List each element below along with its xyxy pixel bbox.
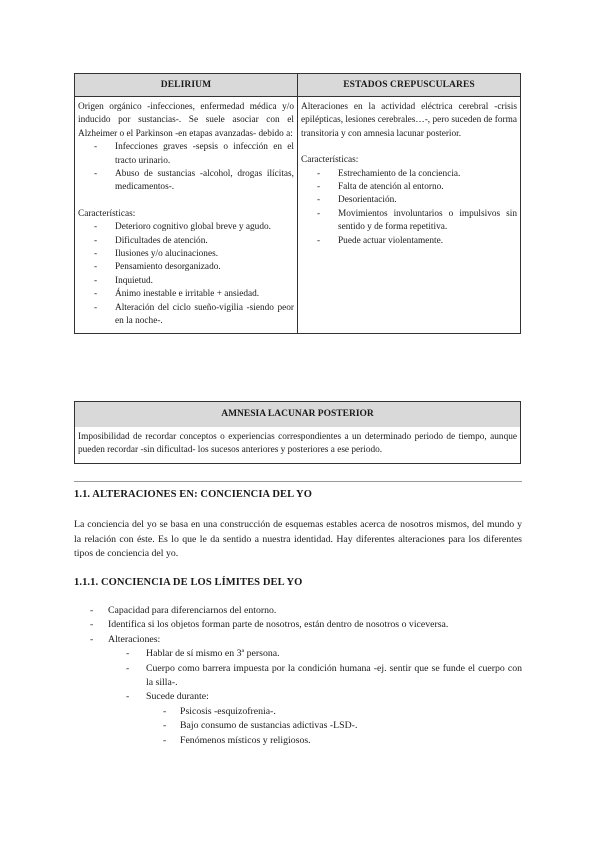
list-item: - Dificultades de atención. [78,235,294,248]
list-item: - Inquietud. [78,275,294,288]
crepuscular-features-label: Características: [301,155,359,166]
delirium-header: DELIRIUM [75,74,298,97]
amnesia-title: AMNESIA LACUNAR POSTERIOR [221,409,374,419]
list-item: - Falta de atención al entorno. [301,181,517,194]
list-item: - Ilusiones y/o alucinaciones. [78,248,294,261]
list-item: - Hablar de sí mismo en 3ª persona. [126,648,280,660]
delirium-features-list [78,221,294,328]
list-item: - Alteraciones: [90,633,161,645]
delirium-intro: Origen orgánico -infecciones, enfermedad médica y/o inducido por sustancias-. Se suele asociar con el Alzheimer o el Parkinson -en etapas avanzadas- debido a: [78,102,294,139]
list-item: - Psicosis -esquizofrenia-. [163,705,276,717]
crepuscular-header: ESTADOS CREPUSCULARES [298,74,521,97]
list-item: - Sucede durante: [126,691,209,703]
list-item: - Cuerpo como barrera impuesta por la condición humana -ej. sentir que se funde el cuerpo con la silla-. [126,662,522,689]
crepuscular-cell [298,97,521,334]
comparison-table [74,73,521,334]
list-item: - Fenómenos místicos y religiosos. [163,734,311,746]
list-item: - Bajo consumo de sustancias adictivas -LSD-. [163,720,358,732]
table-header-row [75,74,521,97]
list-item: - Movimientos involuntarios o impulsivos sin sentido y de forma repetitiva. [301,208,517,235]
list-item: - Puede actuar violentamente. [301,235,517,248]
amnesia-box [74,401,521,464]
list-item: - Capacidad para diferenciarnos del entorno. [90,605,277,616]
list-item: - Infecciones graves -sepsis o infección en el tracto urinario. [78,141,294,168]
list-item: - Abuso de sustancias -alcohol, drogas ilícitas, medicamentos-. [78,168,294,195]
list-item: - Deterioro cognitivo global breve y agudo. [78,221,294,234]
list-item: - Identifica si los objetos forman parte de nosotros, están dentro de nosotros o viceversa. [90,619,449,631]
delirium-features-label: Características: [78,208,136,219]
section-heading-conciencia-del-yo: 1.1. ALTERACIONES EN: CONCIENCIA DEL YO [74,489,312,500]
delirium-cell [75,97,298,334]
list-item: - Alteración del ciclo sueño-vigilia -siendo peor en la noche-. [78,302,294,329]
amnesia-body: Imposibilidad de recordar conceptos o experiencias correspondientes a un determinado periodo de tiempo, aunque pueden recordar -sin dificultad- los sucesos anteriores y posteriores a ese periodo. [78,432,517,456]
horizontal-divider [74,481,522,482]
section-paragraph: La conciencia del yo se basa en una construcción de esquemas estables acerca de nosotros mismos, del mundo y la relación con éste. Es lo que le da sentido a nuestra identidad. Hay diferentes alteraciones para los diferentes tipos de conciencia del yo. [74,519,522,560]
table-body-row [75,97,521,334]
limites-list [74,604,522,748]
delirium-causes-list [78,141,294,195]
list-item: - Ánimo inestable e irritable + ansiedad. [78,288,294,301]
list-item: - Estrechamiento de la conciencia. [301,168,517,181]
list-item: - Pensamiento desorganizado. [78,261,294,274]
crepuscular-features-list [301,168,517,248]
crepuscular-intro: Alteraciones en la actividad eléctrica cerebral -crisis epilépticas, lesiones cerebrales…-, pero suceden de forma transitoria y con amnesia lacunar posterior. [301,102,517,139]
list-item: - Desorientación. [301,194,517,207]
section-heading-limites-del-yo: 1.1.1. CONCIENCIA DE LOS LÍMITES DEL YO [74,577,303,588]
